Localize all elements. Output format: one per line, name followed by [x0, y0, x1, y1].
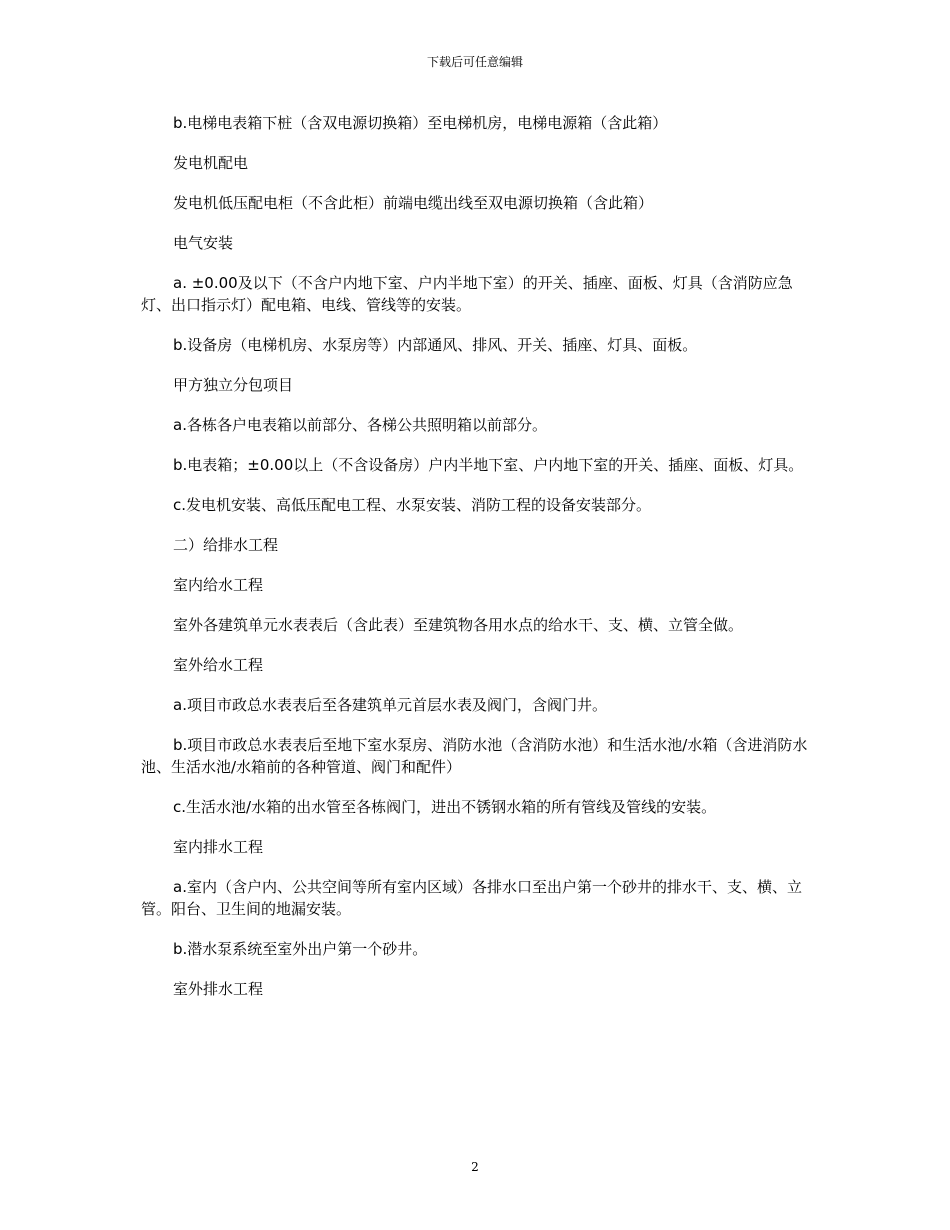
page-header: 下载后可任意编辑: [426, 55, 523, 69]
paragraph-indoor-drainage-b: b.潜水泵系统至室外出户第一个砂井。: [173, 940, 428, 958]
paragraph-meter-box-front: a.各栋各户电表箱以前部分、各梯公共照明箱以前部分。: [173, 416, 547, 434]
paragraph-outdoor-supply-c: c.生活水池/水箱的出水管至各栋阀门，进出不锈钢水箱的所有管线及管线的安装。: [173, 798, 717, 816]
paragraph-generator-cabinet: 发电机低压配电柜（不含此柜）前端电缆出线至双电源切换箱（含此箱）: [173, 194, 654, 212]
paragraph-elevator-meter-box: b.电梯电表箱下桩（含双电源切换箱）至电梯机房，电梯电源箱（含此箱）: [173, 114, 668, 132]
paragraph-outdoor-supply-b: b.项目市政总水表表后至地下室水泵房、消防水池（含消防水池）和生活水池/水箱（含进消防水池、生活水池/水箱前的各种管道、阀门和配件）: [141, 736, 808, 776]
heading-indoor-drainage: 室内排水工程: [173, 838, 264, 856]
heading-outdoor-drainage: 室外排水工程: [173, 980, 264, 998]
paragraph-below-zero-installation: a. ±0.00及以下（不含户内地下室、户内半地下室）的开关、插座、面板、灯具（含消防应急灯、出口指示灯）配电箱、电线、管线等的安装。: [141, 274, 793, 314]
paragraph-equipment-room: b.设备房（电梯机房、水泵房等）内部通风、排风、开关、插座、灯具、面板。: [173, 336, 698, 354]
paragraph-outdoor-supply-a: a.项目市政总水表表后至各建筑单元首层水表及阀门，含阀门井。: [173, 696, 607, 714]
paragraph-generator-install: c.发电机安装、高低压配电工程、水泵安装、消防工程的设备安装部分。: [173, 496, 652, 514]
heading-owner-subcontract: 甲方独立分包项目: [173, 376, 294, 394]
document-body: [141, 112, 813, 1018]
paragraph-indoor-water-supply: 室外各建筑单元水表表后（含此表）至建筑物各用水点的给水干、支、横、立管全做。: [173, 616, 744, 634]
page-number: 2: [471, 1160, 479, 1174]
heading-water-supply-drainage: 二）给排水工程: [173, 536, 279, 554]
heading-indoor-water-supply: 室内给水工程: [173, 576, 264, 594]
heading-generator-distribution: 发电机配电: [173, 154, 249, 172]
paragraph-indoor-drainage-a: a.室内（含户内、公共空间等所有室内区域）各排水口至出户第一个砂井的排水干、支、横、立管。阳台、卫生间的地漏安装。: [141, 878, 802, 918]
heading-outdoor-water-supply: 室外给水工程: [173, 656, 264, 674]
heading-electrical-installation: 电气安装: [173, 234, 234, 252]
paragraph-meter-box-above-zero: b.电表箱；±0.00以上（不含设备房）户内半地下室、户内地下室的开关、插座、面板、灯具。: [173, 456, 804, 474]
